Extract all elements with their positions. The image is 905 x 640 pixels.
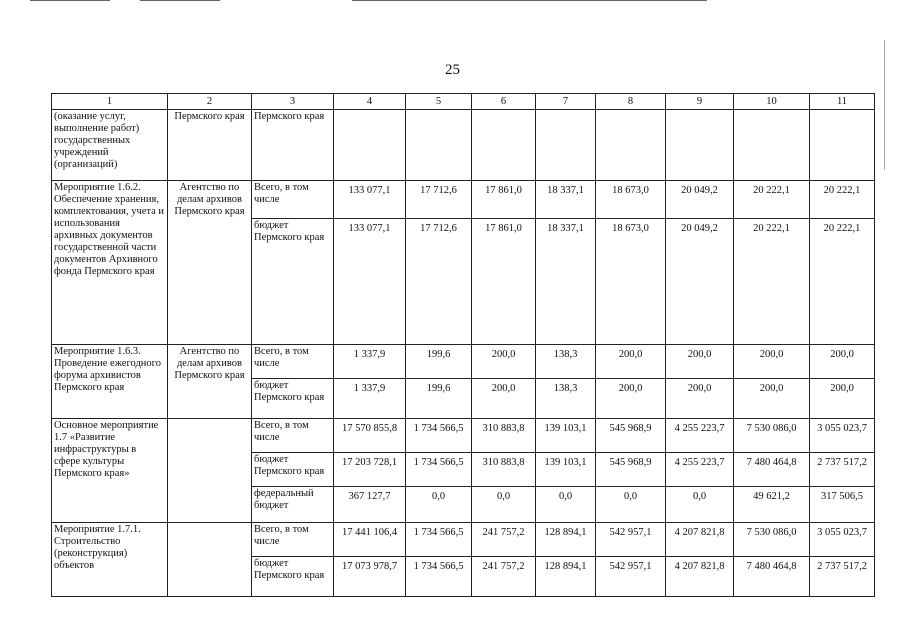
value-cell: 545 968,9	[596, 419, 666, 453]
value-cell: 2 737 517,2	[810, 557, 875, 597]
value-cell: 17 712,6	[406, 219, 472, 345]
value-cell	[810, 110, 875, 181]
measure-name-cell: Мероприятие 1.6.2. Обеспечение хранения, комплектования, учета и использования архивных документов государственной части документов Архивного фонда Пермского края	[52, 181, 168, 345]
value-cell: 1 734 566,5	[406, 523, 472, 557]
value-cell: 17 861,0	[472, 219, 536, 345]
executor-cell: Агентство по делам архивов Пермского края	[168, 345, 252, 419]
value-cell: 3 055 023,7	[810, 523, 875, 557]
funding-source-cell: бюджет Пермского края	[252, 453, 334, 487]
value-cell: 20 222,1	[810, 181, 875, 219]
header-cell: 5	[406, 94, 472, 110]
value-cell: 0,0	[406, 487, 472, 523]
value-cell: 128 894,1	[536, 523, 596, 557]
value-cell: 200,0	[596, 345, 666, 379]
executor-cell: Агентство по делам архивов Пермского края	[168, 181, 252, 345]
funding-source-cell: Всего, в том числе	[252, 181, 334, 219]
value-cell	[734, 110, 810, 181]
table-row	[52, 345, 875, 379]
program-funding-table	[51, 93, 875, 597]
value-cell	[472, 110, 536, 181]
value-cell	[334, 110, 406, 181]
value-cell: 139 103,1	[536, 453, 596, 487]
funding-source-cell: бюджет Пермского края	[252, 219, 334, 345]
value-cell: 317 506,5	[810, 487, 875, 523]
value-cell: 1 337,9	[334, 379, 406, 419]
header-cell: 2	[168, 94, 252, 110]
value-cell: 17 570 855,8	[334, 419, 406, 453]
header-cell: 10	[734, 94, 810, 110]
measure-name-cell: (оказание услуг, выполнение работ) государственных учреждений (организаций)	[52, 110, 168, 181]
value-cell: 0,0	[472, 487, 536, 523]
header-cell: 7	[536, 94, 596, 110]
header-cell: 4	[334, 94, 406, 110]
table-row	[52, 110, 875, 181]
value-cell: 133 077,1	[334, 219, 406, 345]
value-cell: 241 757,2	[472, 523, 536, 557]
funding-source-cell: бюджет Пермского края	[252, 557, 334, 597]
value-cell: 1 337,9	[334, 345, 406, 379]
table-row	[52, 419, 875, 453]
value-cell: 17 712,6	[406, 181, 472, 219]
header-row	[52, 94, 875, 110]
value-cell: 200,0	[472, 345, 536, 379]
value-cell: 1 734 566,5	[406, 453, 472, 487]
value-cell: 7 480 464,8	[734, 453, 810, 487]
value-cell: 310 883,8	[472, 453, 536, 487]
value-cell: 20 049,2	[666, 219, 734, 345]
top-edge-line	[352, 0, 707, 1]
header-cell: 11	[810, 94, 875, 110]
executor-cell: Пермского края	[168, 110, 252, 181]
value-cell	[596, 110, 666, 181]
top-edge-line	[140, 0, 220, 1]
value-cell: 18 337,1	[536, 219, 596, 345]
value-cell: 128 894,1	[536, 557, 596, 597]
value-cell: 1 734 566,5	[406, 557, 472, 597]
scan-edge-line	[884, 40, 885, 170]
executor-cell	[168, 523, 252, 597]
value-cell: 200,0	[472, 379, 536, 419]
value-cell: 18 337,1	[536, 181, 596, 219]
value-cell: 545 968,9	[596, 453, 666, 487]
value-cell: 200,0	[596, 379, 666, 419]
header-cell: 1	[52, 94, 168, 110]
funding-source-cell: Всего, в том числе	[252, 523, 334, 557]
value-cell: 310 883,8	[472, 419, 536, 453]
value-cell: 542 957,1	[596, 523, 666, 557]
value-cell: 0,0	[666, 487, 734, 523]
value-cell: 200,0	[666, 379, 734, 419]
value-cell: 367 127,7	[334, 487, 406, 523]
value-cell: 0,0	[536, 487, 596, 523]
executor-cell	[168, 419, 252, 523]
value-cell: 17 441 106,4	[334, 523, 406, 557]
value-cell: 199,6	[406, 379, 472, 419]
value-cell: 133 077,1	[334, 181, 406, 219]
value-cell: 17 861,0	[472, 181, 536, 219]
funding-source-cell: Всего, в том числе	[252, 419, 334, 453]
measure-name-cell: Мероприятие 1.6.3. Проведение ежегодного форума архивистов Пермского края	[52, 345, 168, 419]
top-edge-line	[30, 0, 110, 1]
page-number: 25	[445, 62, 460, 78]
funding-source-cell: бюджет Пермского края	[252, 379, 334, 419]
value-cell: 200,0	[734, 345, 810, 379]
value-cell	[666, 110, 734, 181]
value-cell: 542 957,1	[596, 557, 666, 597]
header-cell: 3	[252, 94, 334, 110]
value-cell: 3 055 023,7	[810, 419, 875, 453]
value-cell: 199,6	[406, 345, 472, 379]
value-cell: 241 757,2	[472, 557, 536, 597]
value-cell: 4 207 821,8	[666, 523, 734, 557]
funding-source-cell: Всего, в том числе	[252, 345, 334, 379]
value-cell: 17 073 978,7	[334, 557, 406, 597]
value-cell: 20 222,1	[810, 219, 875, 345]
measure-name-cell: Мероприятие 1.7.1. Строительство (реконструкция) объектов	[52, 523, 168, 597]
value-cell: 0,0	[596, 487, 666, 523]
value-cell: 4 255 223,7	[666, 453, 734, 487]
value-cell: 18 673,0	[596, 181, 666, 219]
value-cell: 7 530 086,0	[734, 419, 810, 453]
value-cell: 4 255 223,7	[666, 419, 734, 453]
funding-source-cell: Пермского края	[252, 110, 334, 181]
table-row	[52, 523, 875, 557]
value-cell: 138,3	[536, 345, 596, 379]
header-cell: 6	[472, 94, 536, 110]
value-cell: 200,0	[734, 379, 810, 419]
value-cell: 7 530 086,0	[734, 523, 810, 557]
value-cell: 4 207 821,8	[666, 557, 734, 597]
value-cell: 200,0	[810, 379, 875, 419]
value-cell: 49 621,2	[734, 487, 810, 523]
header-cell: 9	[666, 94, 734, 110]
value-cell: 20 222,1	[734, 219, 810, 345]
value-cell: 20 049,2	[666, 181, 734, 219]
value-cell	[536, 110, 596, 181]
table-row	[52, 181, 875, 219]
value-cell: 200,0	[810, 345, 875, 379]
value-cell: 20 222,1	[734, 181, 810, 219]
value-cell: 2 737 517,2	[810, 453, 875, 487]
value-cell: 1 734 566,5	[406, 419, 472, 453]
value-cell: 139 103,1	[536, 419, 596, 453]
value-cell: 7 480 464,8	[734, 557, 810, 597]
value-cell	[406, 110, 472, 181]
measure-name-cell: Основное мероприятие 1.7 «Развитие инфраструктуры в сфере культуры Пермского края»	[52, 419, 168, 523]
value-cell: 18 673,0	[596, 219, 666, 345]
funding-source-cell: федеральный бюджет	[252, 487, 334, 523]
header-cell: 8	[596, 94, 666, 110]
value-cell: 17 203 728,1	[334, 453, 406, 487]
value-cell: 138,3	[536, 379, 596, 419]
value-cell: 200,0	[666, 345, 734, 379]
